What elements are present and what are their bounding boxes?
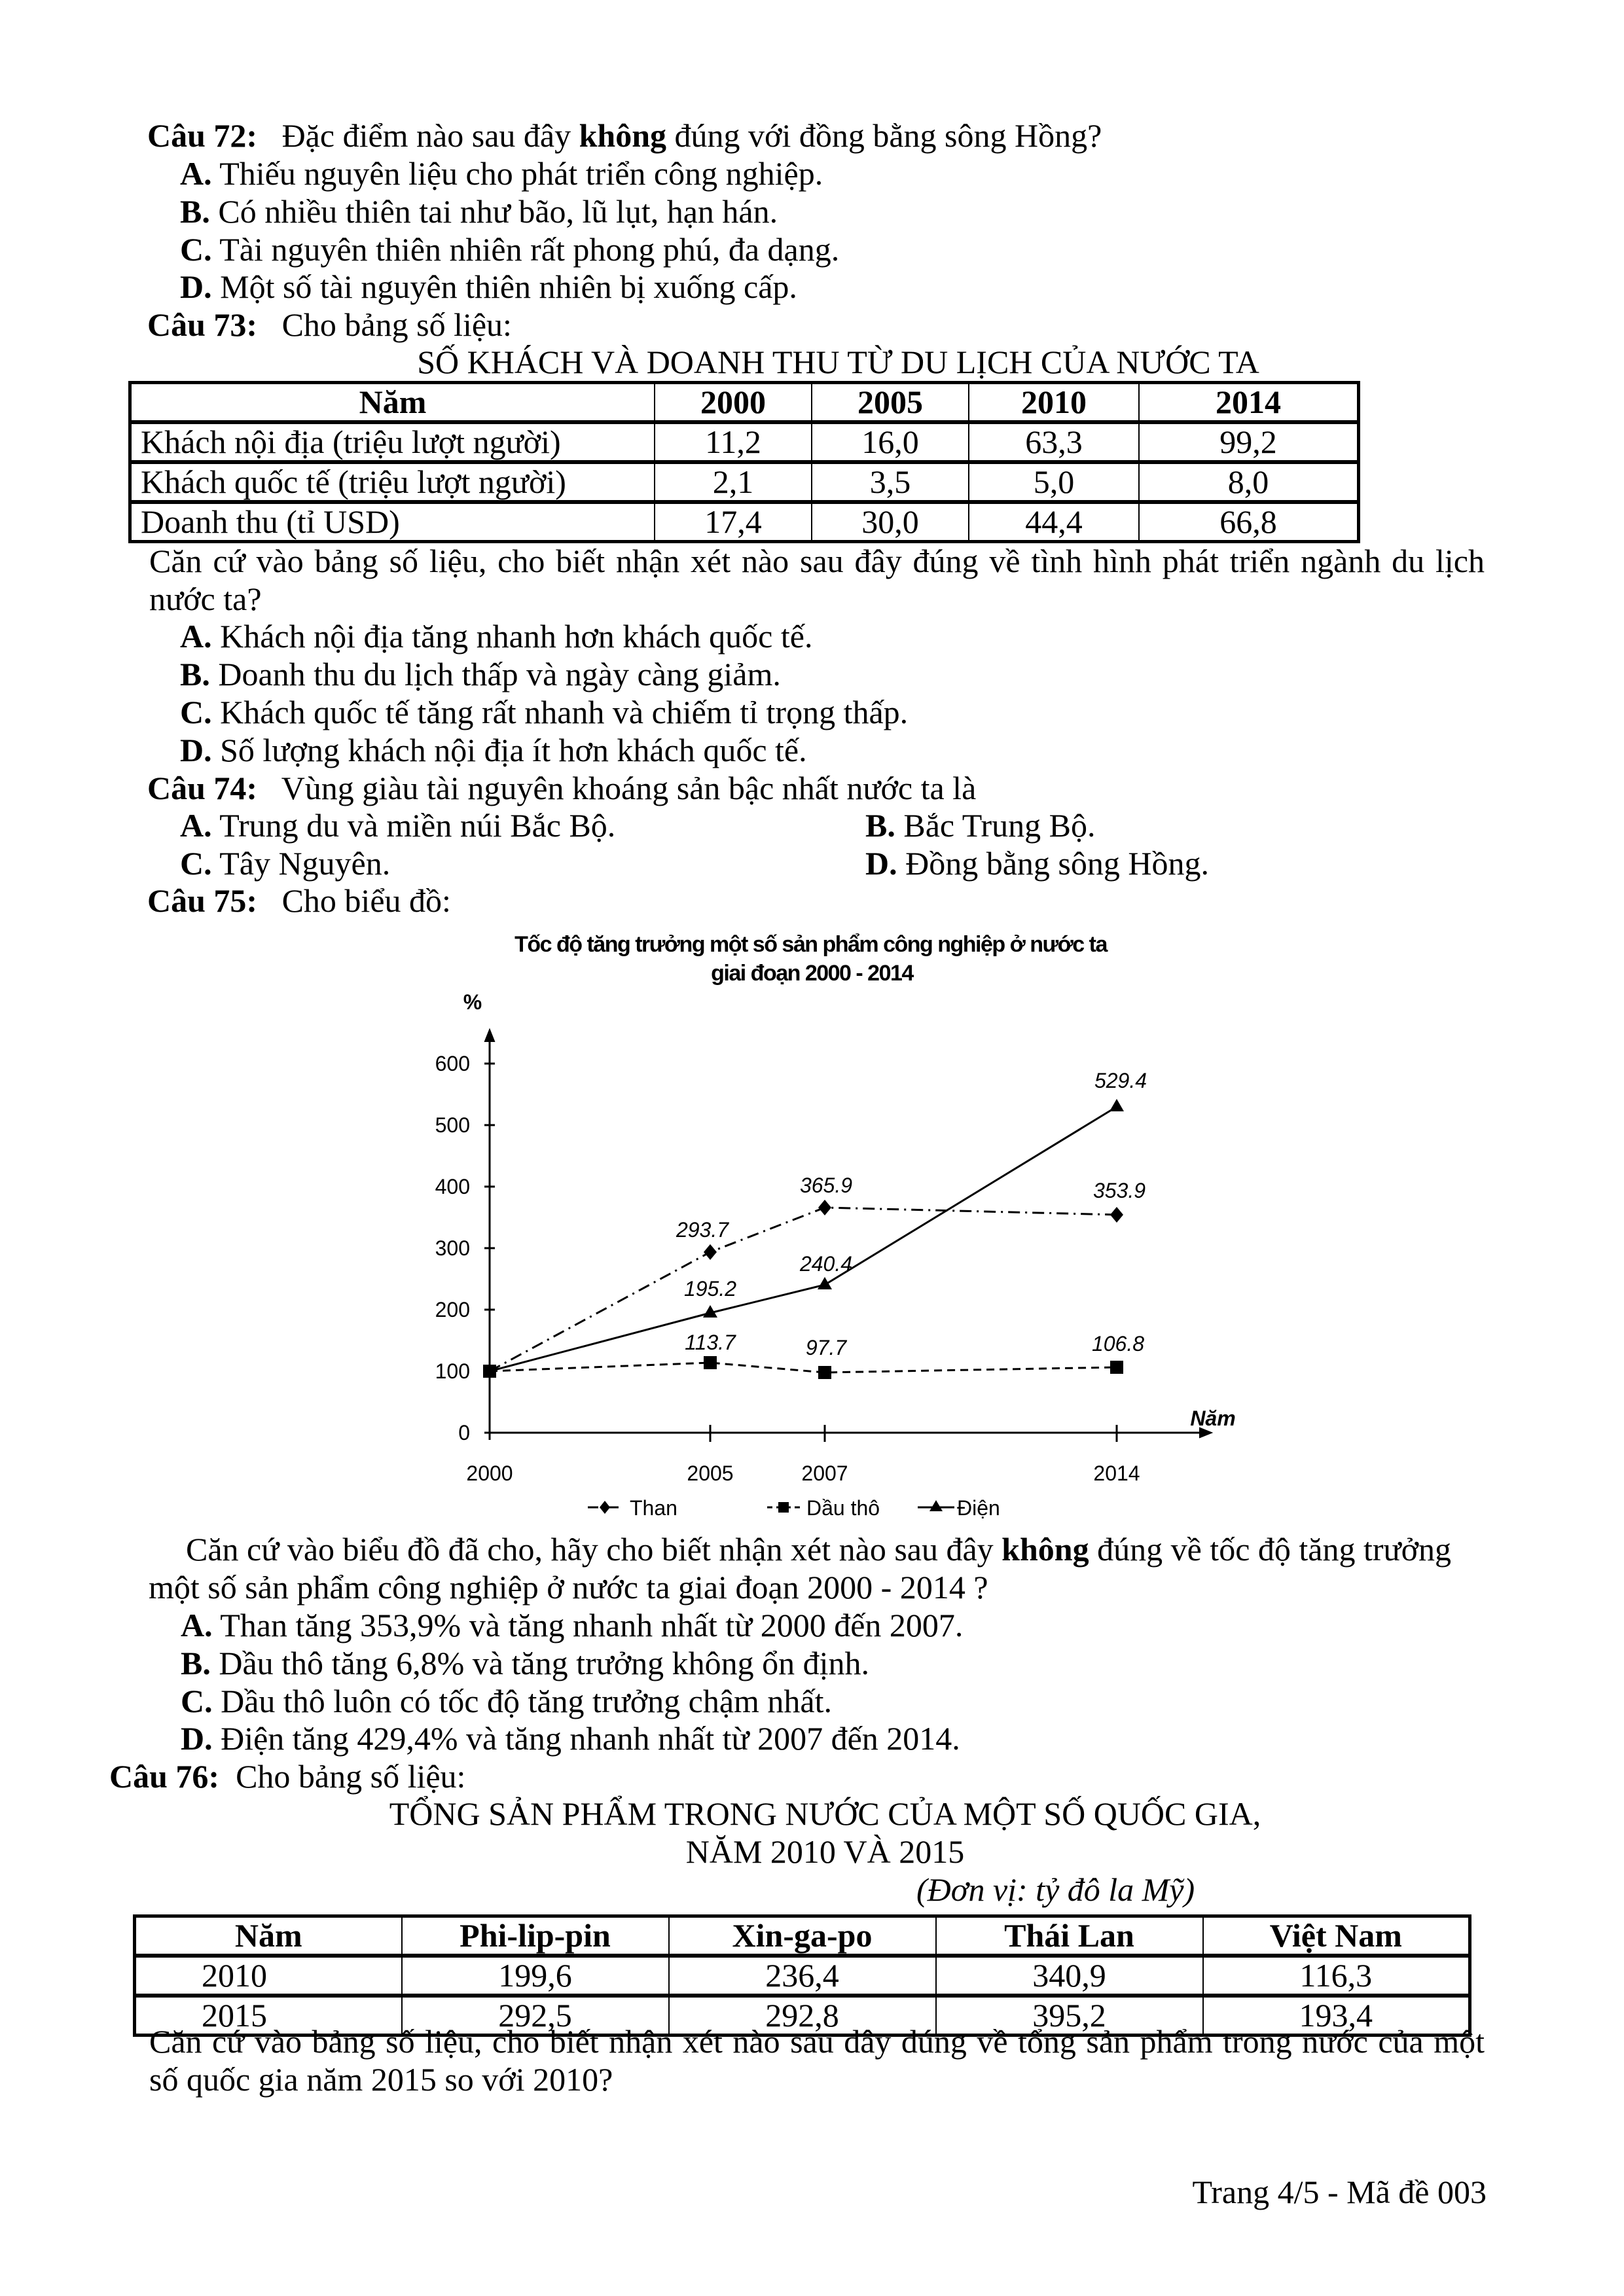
table-cell: 66,8 — [1139, 502, 1359, 542]
option-text: Số lượng khách nội địa ít hơn khách quốc tế. — [220, 732, 807, 768]
x-tick-label: 2005 — [687, 1462, 734, 1485]
y-tick-label: 300 — [435, 1236, 470, 1260]
option-text: Than tăng 353,9% và tăng nhanh nhất từ 2000 đến 2007. — [220, 1607, 964, 1643]
table-cell: 11,2 — [655, 422, 812, 462]
table-header: Thái Lan — [936, 1916, 1203, 1956]
q75-label: Câu 75: — [147, 882, 258, 919]
q72-label: Câu 72: — [147, 117, 258, 154]
option-key: A. — [180, 807, 212, 844]
table-cell: 193,4 — [1203, 1996, 1470, 2036]
table-cell: 116,3 — [1203, 1956, 1470, 1996]
option-key: A. — [180, 155, 212, 192]
q75-question-pre: Căn cứ vào biểu đồ đã cho, hãy cho biết nhận xét nào sau đây — [186, 1531, 1002, 1568]
data-label: 293.7 — [676, 1218, 729, 1242]
option-text: Dầu thô luôn có tốc độ tăng trưởng chậm nhất. — [221, 1683, 832, 1719]
data-label: 195.2 — [683, 1277, 737, 1300]
x-tick-label: 2007 — [801, 1462, 848, 1485]
table-cell: Doanh thu (tỉ USD) — [130, 502, 655, 542]
table-cell: 8,0 — [1139, 462, 1359, 502]
table-row — [135, 1956, 1470, 1996]
option-text: Thiếu nguyên liệu cho phát triển công nghiệp. — [219, 155, 823, 192]
option-text: Có nhiều thiên tai như bão, lũ lụt, hạn hán. — [218, 193, 778, 230]
option-key: C. — [180, 845, 212, 882]
chart-title: Tốc độ tăng trưởng một số sản phẩm công nghiệp ở nước ta — [514, 932, 1107, 957]
q76-table — [133, 1914, 1471, 2037]
q76-unit: (Đơn vị: tỷ đô la Mỹ) — [916, 1871, 1195, 1908]
data-label: 353.9 — [1092, 1179, 1146, 1202]
table-header: 2010 — [969, 383, 1139, 423]
q76-stem-text: Cho bảng số liệu: — [236, 1758, 466, 1795]
table-cell: 63,3 — [969, 422, 1139, 462]
q76-question-line2: số quốc gia năm 2015 so với 2010? — [149, 2061, 613, 2098]
triangle-icon — [929, 1500, 943, 1511]
option-text: Tài nguyên thiên nhiên rất phong phú, đa dạng. — [219, 231, 840, 268]
q75-question-line2: một số sản phẩm công nghiệp ở nước ta giai đoạn 2000 - 2014 ? — [149, 1569, 988, 1605]
option-text: Dầu thô tăng 6,8% và tăng trưởng không ổn định. — [219, 1645, 870, 1681]
option-text: Doanh thu du lịch thấp và ngày càng giảm. — [218, 656, 781, 692]
table-cell: 292,8 — [669, 1996, 936, 2036]
legend-label: Điện — [957, 1496, 1000, 1520]
q72-stem-post: đúng với đồng bằng sông Hồng? — [666, 117, 1102, 154]
legend-item-dau-tho — [767, 1496, 880, 1520]
square-marker — [704, 1356, 717, 1369]
table-cell: 99,2 — [1139, 422, 1359, 462]
q75-stem-text: Cho biểu đồ: — [281, 882, 451, 919]
option-key: B. — [180, 193, 210, 230]
diamond-marker — [1110, 1207, 1123, 1223]
table-header: 2000 — [655, 383, 812, 423]
table-cell: Khách quốc tế (triệu lượt người) — [130, 462, 655, 502]
option-key: C. — [181, 1683, 213, 1719]
q76-table-title-line1: TỔNG SẢN PHẨM TRONG NƯỚC CỦA MỘT SỐ QUỐC GIA, — [389, 1795, 1261, 1832]
q73-stem-text: Cho bảng số liệu: — [281, 306, 512, 343]
option-key: C. — [180, 694, 212, 730]
q75-option-a — [181, 1606, 963, 1644]
table-cell: 16,0 — [812, 422, 969, 462]
q74-label: Câu 74: — [147, 770, 258, 806]
table-cell: 5,0 — [969, 462, 1139, 502]
option-key: C. — [180, 231, 212, 268]
table-cell: Khách nội địa (triệu lượt người) — [130, 422, 655, 462]
option-text: Tây Nguyên. — [219, 845, 391, 882]
q75-option-c — [181, 1682, 832, 1720]
data-label: 529.4 — [1094, 1069, 1147, 1092]
option-key: A. — [181, 1607, 213, 1643]
table-header: 2005 — [812, 383, 969, 423]
table-header: Việt Nam — [1203, 1916, 1470, 1956]
x-axis-labels — [466, 1407, 1235, 1485]
q75-question-bold: không — [1001, 1531, 1089, 1568]
table-header: Phi-lip-pin — [402, 1916, 669, 1956]
legend-item-dien — [918, 1496, 1000, 1520]
legend-label: Dầu thô — [806, 1496, 880, 1520]
series-dien — [490, 1099, 1124, 1371]
option-text: Khách quốc tế tăng rất nhanh và chiếm tỉ trọng thấp. — [220, 694, 909, 730]
option-text: Điện tăng 429,4% và tăng nhanh nhất từ 2007 đến 2014. — [221, 1720, 960, 1757]
option-key: B. — [865, 807, 895, 844]
table-cell: 236,4 — [669, 1956, 936, 1996]
diamond-icon — [600, 1501, 610, 1514]
q76-table-title-line2: NĂM 2010 VÀ 2015 — [685, 1833, 965, 1870]
x-tick-label: 2000 — [466, 1462, 513, 1485]
series-dau-tho — [483, 1356, 1123, 1379]
data-label: 113.7 — [685, 1331, 736, 1354]
table-header-row — [135, 1916, 1470, 1956]
option-text: Bắc Trung Bộ. — [903, 807, 1096, 844]
x-axis-title: Năm — [1190, 1407, 1236, 1430]
legend-item-than — [588, 1496, 677, 1520]
triangle-marker — [1110, 1099, 1124, 1111]
y-axis-unit: % — [463, 990, 482, 1014]
y-axis-labels — [435, 990, 482, 1444]
y-tick-label: 200 — [435, 1298, 470, 1321]
diamond-marker — [818, 1200, 831, 1215]
table-cell: 340,9 — [936, 1956, 1203, 1996]
q73-label: Câu 73: — [147, 306, 258, 343]
option-key: A. — [180, 618, 212, 655]
data-label: 97.7 — [805, 1336, 847, 1359]
y-tick-label: 500 — [435, 1113, 470, 1137]
legend-label: Than — [630, 1496, 677, 1520]
option-key: D. — [181, 1720, 213, 1757]
data-label: 240.4 — [799, 1252, 853, 1276]
q74-stem-text: Vùng giàu tài nguyên khoáng sản bậc nhất nước ta là — [281, 770, 977, 806]
table-cell: 395,2 — [936, 1996, 1203, 2036]
q75-question-line1 — [186, 1530, 1451, 1568]
square-marker — [818, 1366, 831, 1379]
y-tick-label: 100 — [435, 1359, 470, 1383]
q73-table-title: SỐ KHÁCH VÀ DOANH THU TỪ DU LỊCH CỦA NƯỚC TA — [417, 344, 1259, 380]
table-header: Xin-ga-po — [669, 1916, 936, 1956]
page-footer: Trang 4/5 - Mã đề 003 — [1192, 2174, 1487, 2210]
option-key: B. — [181, 1645, 211, 1681]
diamond-marker — [704, 1244, 717, 1260]
q76-label: Câu 76: — [109, 1758, 220, 1795]
table-cell: 292,5 — [402, 1996, 669, 2036]
square-marker — [1110, 1361, 1123, 1374]
option-key: D. — [180, 268, 212, 305]
y-tick-label: 400 — [435, 1175, 470, 1198]
table-cell: 2,1 — [655, 462, 812, 502]
square-icon — [778, 1502, 789, 1513]
table-cell: 30,0 — [812, 502, 969, 542]
option-key: B. — [180, 656, 210, 692]
data-label: 365.9 — [799, 1174, 853, 1197]
triangle-marker — [818, 1277, 832, 1289]
data-labels — [676, 1069, 1147, 1359]
option-key: D. — [865, 845, 897, 882]
q76-stem — [109, 1757, 465, 1795]
table-cell: 2010 — [135, 1956, 402, 1996]
table-header: 2014 — [1139, 383, 1359, 423]
q76-question-line1: Căn cứ vào bảng số liệu, cho biết nhận xét nào sau đây đúng về tổng sản phẩm trong nước của một — [149, 2023, 1485, 2060]
table-cell: 44,4 — [969, 502, 1139, 542]
table-cell: 2015 — [135, 1996, 402, 2036]
x-tick-label: 2014 — [1093, 1462, 1140, 1485]
q75-option-b — [181, 1644, 869, 1682]
option-key: D. — [180, 732, 212, 768]
y-tick-label: 0 — [458, 1421, 470, 1444]
q72-stem-bold: không — [579, 117, 667, 154]
table-cell: 17,4 — [655, 502, 812, 542]
chart-subtitle: giai đoạn 2000 - 2014 — [711, 961, 913, 986]
table-cell: 199,6 — [402, 1956, 669, 1996]
table-header: Năm — [130, 383, 655, 423]
option-text: Khách nội địa tăng nhanh hơn khách quốc tế. — [220, 618, 813, 655]
q72-stem-pre: Đặc điểm nào sau đây — [281, 117, 579, 154]
table-cell: 3,5 — [812, 462, 969, 502]
chart-legend — [588, 1496, 1000, 1520]
q75-option-d — [181, 1719, 960, 1757]
option-text: Đồng bằng sông Hồng. — [905, 845, 1209, 882]
q75-question-post: đúng về tốc độ tăng trưởng — [1089, 1531, 1452, 1568]
y-tick-label: 600 — [435, 1052, 470, 1075]
data-label: 106.8 — [1091, 1332, 1145, 1355]
option-text: Một số tài nguyên thiên nhiên bị xuống cấp. — [220, 268, 797, 305]
q73-question-line2: nước ta? — [149, 581, 262, 617]
table-header: Năm — [135, 1916, 402, 1956]
option-text: Trung du và miền núi Bắc Bộ. — [219, 807, 616, 844]
q73-question-line1: Căn cứ vào bảng số liệu, cho biết nhận xét nào sau đây đúng về tình hình phát triển ngành du lịch — [149, 543, 1485, 579]
